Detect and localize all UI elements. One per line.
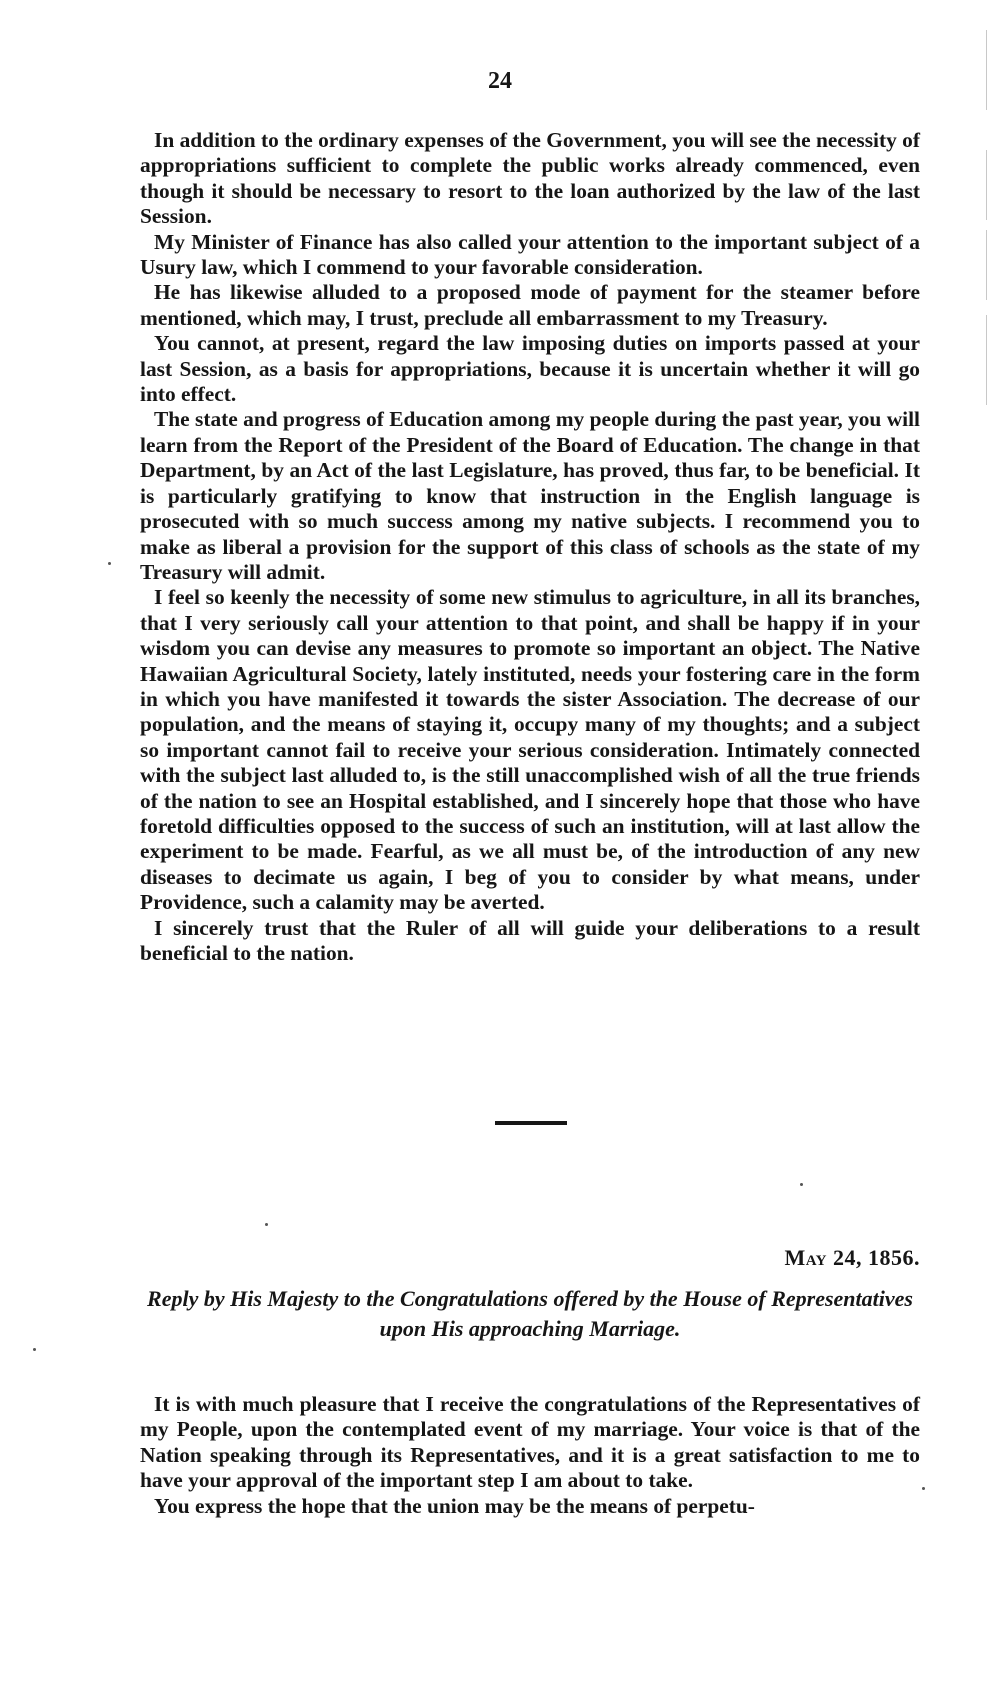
paragraph: I sincerely trust that the Ruler of all will guide your deliberations to a result beneficial to the nation.	[140, 915, 920, 965]
paragraph: My Minister of Finance has also called your attention to the important subject of a Usury law, which I commend to your favorable consideration.	[140, 229, 920, 280]
section-divider	[495, 1121, 567, 1125]
reply-text-block	[140, 1392, 920, 1519]
scan-margin-rule	[986, 30, 987, 110]
dateline: May 24, 1856.	[784, 1245, 920, 1270]
scan-speck	[108, 562, 111, 565]
paragraph: He has likewise alluded to a proposed mode of payment for the steamer before mentioned, which may, I trust, preclude all embarrassment to my Treasury.	[140, 280, 920, 330]
paragraph: The state and progress of Education among my people during the past year, you will learn from the Report of the President of the Board of Education. The change in that Department, by an Act of the last Legislature, has proved, thus far, to be beneficial. It is particularly gratifying to know that instruction in the English language is prosecuted with so much success among my native subjects. I recommend you to make as liberal a provision for the support of this class of schools as the state of my Treasury will admit.	[140, 407, 920, 584]
main-text-block	[140, 128, 920, 966]
paragraph: I feel so keenly the necessity of some new stimulus to agriculture, in all its branches, that I very seriously call your attention to that point, and shall be happy if in your wisdom you can devise any measures to promote so important an object. The Native Hawaiian Agricultural Society, lately instituted, needs your fostering care in the form in which you have manifested it towards the sister Association. The decrease of our population, and the means of staying it, occupy many of my thoughts; and a subject so important cannot fail to receive your serious consideration. Intimately connected with the subject last alluded to, is the still unaccomplished wish of all the true friends of the nation to see an Hospital established, and I sincerely hope that those who have foretold difficulties opposed to the success of such an institution, will at last allow the experiment to be made. Fearful, as we all must be, of the introduction of any new diseases to decimate us again, I beg of you to consider by what means, under Providence, such a calamity may be averted.	[140, 585, 920, 915]
scan-margin-rule	[986, 230, 987, 300]
scan-margin-rule	[986, 315, 987, 405]
scan-speck	[33, 1348, 36, 1351]
paragraph: It is with much pleasure that I receive the congratulations of the Representatives of my People, upon the contemplated event of my marriage. Your voice is that of the Nation speaking through its Representatives, and it is a great satisfaction to me to have your approval of the important step I am about to take.	[140, 1392, 920, 1493]
reply-heading: Reply by His Majesty to the Congratulations offered by the House of Representatives upon His approaching Marriage.	[147, 1286, 913, 1341]
scan-speck	[922, 1487, 925, 1490]
paragraph: In addition to the ordinary expenses of the Government, you will see the necessity of appropriations sufficient to complete the public works already commenced, even though it should be necessary to resort to the loan authorized by the law of the last Session.	[140, 128, 920, 229]
page-number: 24	[488, 68, 512, 94]
paragraph: You express the hope that the union may be the means of perpetu-	[154, 1493, 755, 1518]
paragraph: You cannot, at present, regard the law imposing duties on imports passed at your last Session, as a basis for appropriations, because it is uncertain whether it will go into effect.	[140, 331, 920, 407]
scan-speck	[265, 1223, 268, 1226]
scan-speck	[800, 1183, 803, 1186]
scan-margin-rule	[986, 150, 987, 220]
